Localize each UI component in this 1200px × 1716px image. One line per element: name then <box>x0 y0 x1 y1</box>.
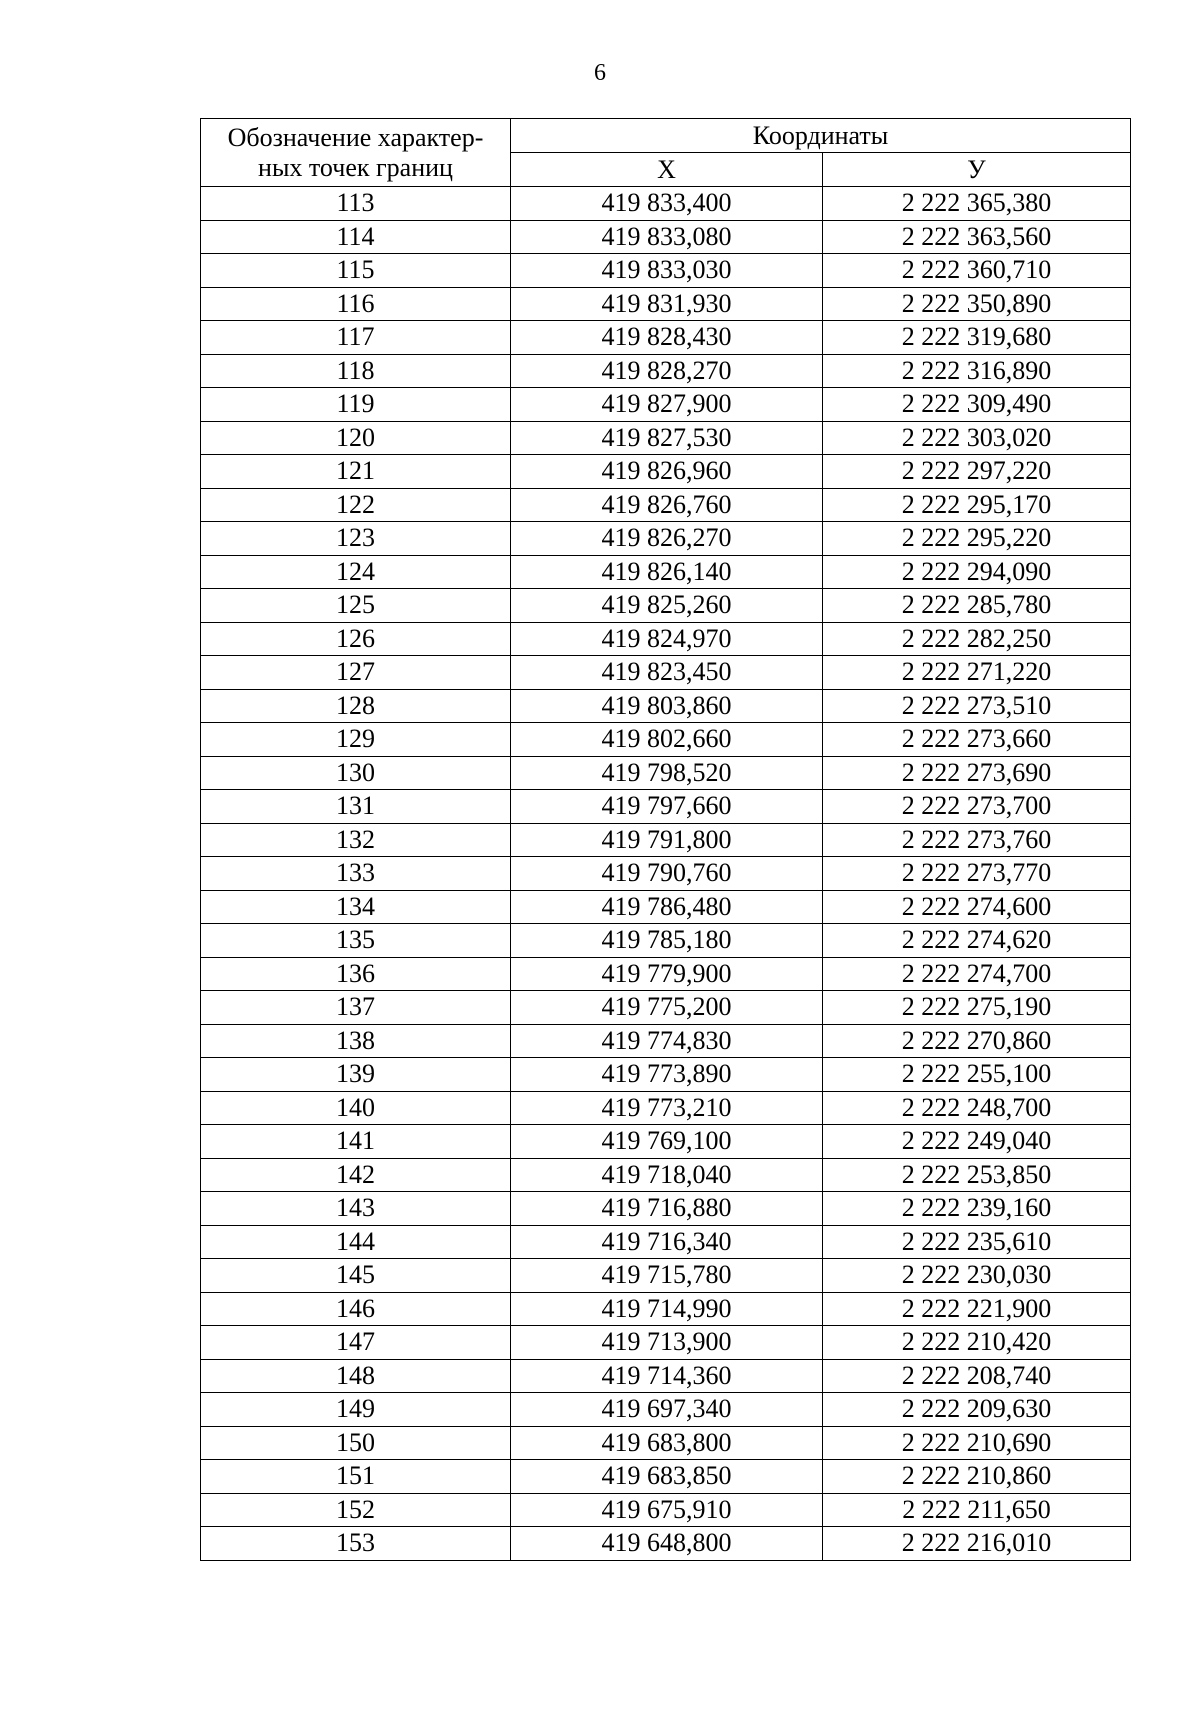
x-coordinate-cell: 419 715,780 <box>511 1259 823 1293</box>
point-cell: 126 <box>201 622 511 656</box>
x-coordinate-cell: 419 826,960 <box>511 455 823 489</box>
table-row <box>201 857 1131 891</box>
table-header <box>201 119 1131 187</box>
x-coordinate-cell: 419 798,520 <box>511 756 823 790</box>
x-coordinate-cell: 419 828,270 <box>511 354 823 388</box>
x-coordinate-cell: 419 833,080 <box>511 220 823 254</box>
x-coordinate-cell: 419 803,860 <box>511 689 823 723</box>
x-coordinate-cell: 419 716,880 <box>511 1192 823 1226</box>
x-coordinate-cell: 419 714,990 <box>511 1292 823 1326</box>
point-header-line-1: Обозначение характер- <box>227 122 484 152</box>
y-coordinate-cell: 2 222 350,890 <box>823 287 1131 321</box>
y-coordinate-cell: 2 222 274,700 <box>823 957 1131 991</box>
y-coordinate-cell: 2 222 210,860 <box>823 1460 1131 1494</box>
table-row <box>201 1292 1131 1326</box>
y-coordinate-cell: 2 222 274,620 <box>823 924 1131 958</box>
table-row <box>201 287 1131 321</box>
x-coordinate-cell: 419 773,890 <box>511 1058 823 1092</box>
point-cell: 125 <box>201 589 511 623</box>
y-column-header: У <box>823 153 1131 187</box>
point-cell: 152 <box>201 1493 511 1527</box>
point-cell: 135 <box>201 924 511 958</box>
point-cell: 147 <box>201 1326 511 1360</box>
point-cell: 140 <box>201 1091 511 1125</box>
table-row <box>201 522 1131 556</box>
table-row <box>201 1091 1131 1125</box>
table-row <box>201 254 1131 288</box>
x-coordinate-cell: 419 718,040 <box>511 1158 823 1192</box>
table-row <box>201 187 1131 221</box>
table-row <box>201 1192 1131 1226</box>
x-coordinate-cell: 419 826,140 <box>511 555 823 589</box>
table-row <box>201 991 1131 1025</box>
table-row <box>201 622 1131 656</box>
x-coordinate-cell: 419 802,660 <box>511 723 823 757</box>
y-coordinate-cell: 2 222 273,760 <box>823 823 1131 857</box>
table-row <box>201 1426 1131 1460</box>
table-row <box>201 1225 1131 1259</box>
table-row <box>201 756 1131 790</box>
point-cell: 132 <box>201 823 511 857</box>
point-cell: 114 <box>201 220 511 254</box>
y-coordinate-cell: 2 222 319,680 <box>823 321 1131 355</box>
x-coordinate-cell: 419 785,180 <box>511 924 823 958</box>
point-cell: 148 <box>201 1359 511 1393</box>
y-coordinate-cell: 2 222 295,220 <box>823 522 1131 556</box>
y-coordinate-cell: 2 222 249,040 <box>823 1125 1131 1159</box>
x-coordinate-cell: 419 797,660 <box>511 790 823 824</box>
x-coordinate-cell: 419 790,760 <box>511 857 823 891</box>
point-cell: 127 <box>201 656 511 690</box>
point-cell: 137 <box>201 991 511 1025</box>
table-row <box>201 555 1131 589</box>
y-coordinate-cell: 2 222 360,710 <box>823 254 1131 288</box>
point-cell: 133 <box>201 857 511 891</box>
x-coordinate-cell: 419 683,850 <box>511 1460 823 1494</box>
y-coordinate-cell: 2 222 297,220 <box>823 455 1131 489</box>
x-coordinate-cell: 419 825,260 <box>511 589 823 623</box>
y-coordinate-cell: 2 222 316,890 <box>823 354 1131 388</box>
y-coordinate-cell: 2 222 274,600 <box>823 890 1131 924</box>
point-cell: 138 <box>201 1024 511 1058</box>
table-row <box>201 823 1131 857</box>
point-cell: 117 <box>201 321 511 355</box>
table-row <box>201 790 1131 824</box>
y-coordinate-cell: 2 222 294,090 <box>823 555 1131 589</box>
y-coordinate-cell: 2 222 211,650 <box>823 1493 1131 1527</box>
y-coordinate-cell: 2 222 271,220 <box>823 656 1131 690</box>
point-cell: 119 <box>201 388 511 422</box>
x-column-header: X <box>511 153 823 187</box>
point-cell: 151 <box>201 1460 511 1494</box>
table-row <box>201 1058 1131 1092</box>
coordinates-table <box>200 118 1131 1561</box>
y-coordinate-cell: 2 222 210,420 <box>823 1326 1131 1360</box>
point-cell: 131 <box>201 790 511 824</box>
y-coordinate-cell: 2 222 275,190 <box>823 991 1131 1025</box>
point-cell: 134 <box>201 890 511 924</box>
point-cell: 144 <box>201 1225 511 1259</box>
y-coordinate-cell: 2 222 248,700 <box>823 1091 1131 1125</box>
table-row <box>201 1493 1131 1527</box>
point-cell: 120 <box>201 421 511 455</box>
table-row <box>201 689 1131 723</box>
coordinates-group-header: Координаты <box>511 119 1131 153</box>
y-coordinate-cell: 2 222 309,490 <box>823 388 1131 422</box>
x-coordinate-cell: 419 828,430 <box>511 321 823 355</box>
y-coordinate-cell: 2 222 253,850 <box>823 1158 1131 1192</box>
table-row <box>201 1326 1131 1360</box>
y-coordinate-cell: 2 222 235,610 <box>823 1225 1131 1259</box>
table-row <box>201 957 1131 991</box>
x-coordinate-cell: 419 697,340 <box>511 1393 823 1427</box>
y-coordinate-cell: 2 222 273,690 <box>823 756 1131 790</box>
point-cell: 145 <box>201 1259 511 1293</box>
table-row <box>201 1259 1131 1293</box>
point-cell: 113 <box>201 187 511 221</box>
table-row <box>201 1359 1131 1393</box>
table-row <box>201 421 1131 455</box>
x-coordinate-cell: 419 823,450 <box>511 656 823 690</box>
table-row <box>201 1460 1131 1494</box>
table-row <box>201 723 1131 757</box>
point-cell: 130 <box>201 756 511 790</box>
x-coordinate-cell: 419 775,200 <box>511 991 823 1025</box>
y-coordinate-cell: 2 222 255,100 <box>823 1058 1131 1092</box>
point-cell: 123 <box>201 522 511 556</box>
table-row <box>201 1158 1131 1192</box>
x-coordinate-cell: 419 774,830 <box>511 1024 823 1058</box>
table-row <box>201 354 1131 388</box>
header-row-1 <box>201 119 1131 153</box>
y-coordinate-cell: 2 222 365,380 <box>823 187 1131 221</box>
y-coordinate-cell: 2 222 273,510 <box>823 689 1131 723</box>
point-cell: 141 <box>201 1125 511 1159</box>
point-cell: 118 <box>201 354 511 388</box>
table-body <box>201 187 1131 1561</box>
x-coordinate-cell: 419 791,800 <box>511 823 823 857</box>
y-coordinate-cell: 2 222 230,030 <box>823 1259 1131 1293</box>
y-coordinate-cell: 2 222 363,560 <box>823 220 1131 254</box>
table-row <box>201 321 1131 355</box>
x-coordinate-cell: 419 833,400 <box>511 187 823 221</box>
point-cell: 136 <box>201 957 511 991</box>
x-coordinate-cell: 419 824,970 <box>511 622 823 656</box>
table-row <box>201 1125 1131 1159</box>
y-coordinate-cell: 2 222 239,160 <box>823 1192 1131 1226</box>
table-row <box>201 388 1131 422</box>
point-cell: 121 <box>201 455 511 489</box>
y-coordinate-cell: 2 222 270,860 <box>823 1024 1131 1058</box>
table-row <box>201 924 1131 958</box>
y-coordinate-cell: 2 222 209,630 <box>823 1393 1131 1427</box>
point-cell: 129 <box>201 723 511 757</box>
y-coordinate-cell: 2 222 285,780 <box>823 589 1131 623</box>
table-row <box>201 1393 1131 1427</box>
x-coordinate-cell: 419 827,530 <box>511 421 823 455</box>
point-cell: 115 <box>201 254 511 288</box>
y-coordinate-cell: 2 222 273,770 <box>823 857 1131 891</box>
y-coordinate-cell: 2 222 273,700 <box>823 790 1131 824</box>
x-coordinate-cell: 419 827,900 <box>511 388 823 422</box>
point-header-line-2: ных точек границ <box>258 152 453 182</box>
point-cell: 139 <box>201 1058 511 1092</box>
page-number: 6 <box>594 60 606 86</box>
table-row <box>201 455 1131 489</box>
x-coordinate-cell: 419 683,800 <box>511 1426 823 1460</box>
x-coordinate-cell: 419 769,100 <box>511 1125 823 1159</box>
table-row <box>201 656 1131 690</box>
x-coordinate-cell: 419 826,760 <box>511 488 823 522</box>
y-coordinate-cell: 2 222 208,740 <box>823 1359 1131 1393</box>
point-column-header <box>201 119 511 187</box>
x-coordinate-cell: 419 714,360 <box>511 1359 823 1393</box>
table-row <box>201 220 1131 254</box>
y-coordinate-cell: 2 222 295,170 <box>823 488 1131 522</box>
x-coordinate-cell: 419 826,270 <box>511 522 823 556</box>
y-coordinate-cell: 2 222 210,690 <box>823 1426 1131 1460</box>
y-coordinate-cell: 2 222 221,900 <box>823 1292 1131 1326</box>
table-row <box>201 1527 1131 1561</box>
point-cell: 153 <box>201 1527 511 1561</box>
point-cell: 142 <box>201 1158 511 1192</box>
point-cell: 149 <box>201 1393 511 1427</box>
point-cell: 150 <box>201 1426 511 1460</box>
point-cell: 143 <box>201 1192 511 1226</box>
point-cell: 116 <box>201 287 511 321</box>
x-coordinate-cell: 419 773,210 <box>511 1091 823 1125</box>
y-coordinate-cell: 2 222 273,660 <box>823 723 1131 757</box>
table-row <box>201 890 1131 924</box>
table-row <box>201 589 1131 623</box>
y-coordinate-cell: 2 222 216,010 <box>823 1527 1131 1561</box>
x-coordinate-cell: 419 675,910 <box>511 1493 823 1527</box>
y-coordinate-cell: 2 222 303,020 <box>823 421 1131 455</box>
x-coordinate-cell: 419 779,900 <box>511 957 823 991</box>
x-coordinate-cell: 419 713,900 <box>511 1326 823 1360</box>
y-coordinate-cell: 2 222 282,250 <box>823 622 1131 656</box>
x-coordinate-cell: 419 786,480 <box>511 890 823 924</box>
point-cell: 128 <box>201 689 511 723</box>
x-coordinate-cell: 419 648,800 <box>511 1527 823 1561</box>
point-cell: 146 <box>201 1292 511 1326</box>
point-cell: 124 <box>201 555 511 589</box>
x-coordinate-cell: 419 716,340 <box>511 1225 823 1259</box>
table-row <box>201 488 1131 522</box>
point-cell: 122 <box>201 488 511 522</box>
x-coordinate-cell: 419 833,030 <box>511 254 823 288</box>
table-row <box>201 1024 1131 1058</box>
x-coordinate-cell: 419 831,930 <box>511 287 823 321</box>
